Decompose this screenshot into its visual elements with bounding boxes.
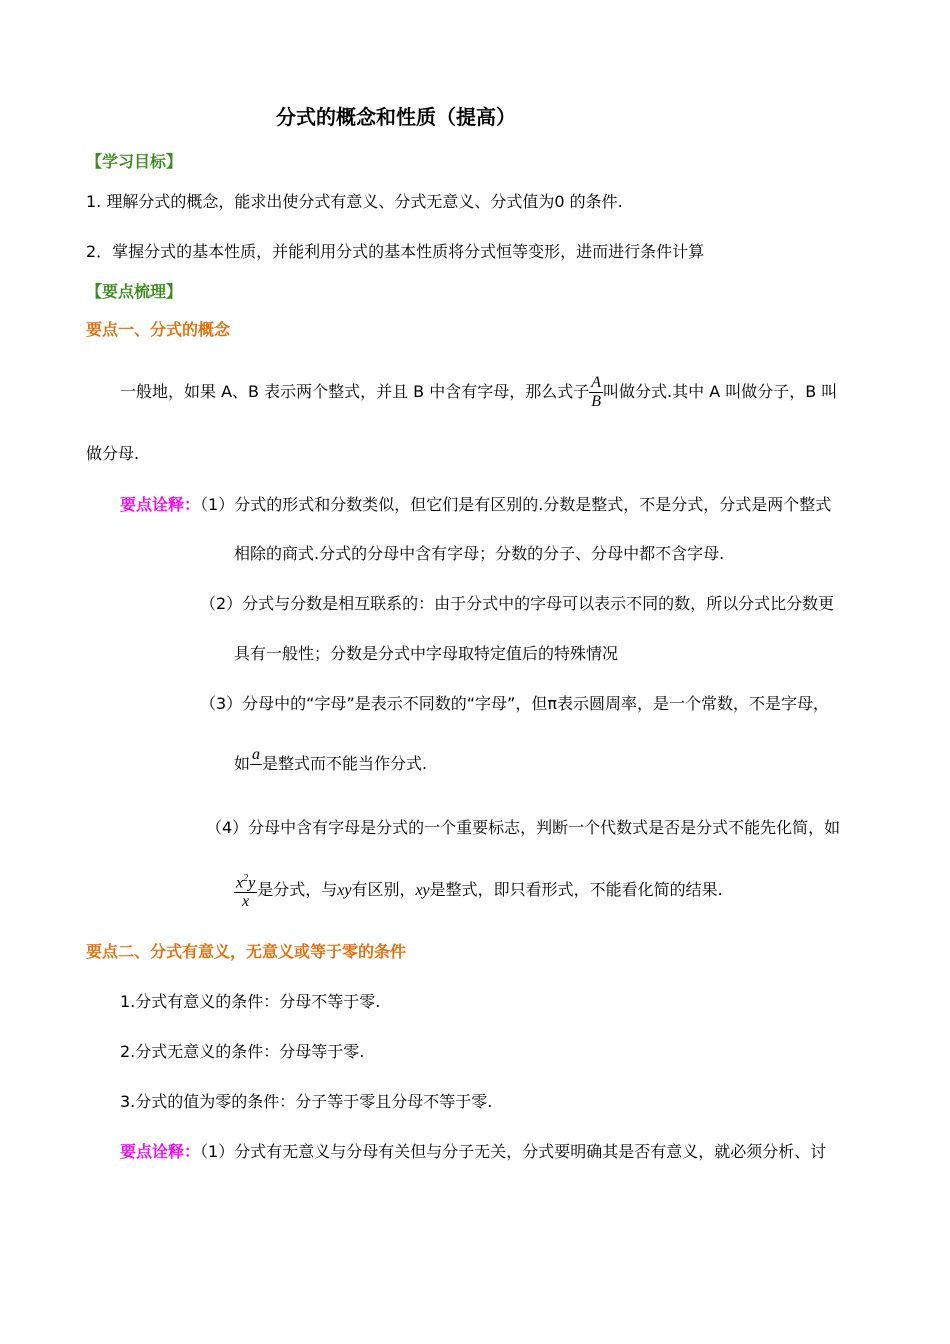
fraction-x2y-over-x [234, 870, 257, 911]
page-title: 分式的概念和性质（提高） [276, 105, 516, 129]
fraction-numerator: A [591, 374, 602, 391]
condition-item-1: 1.分式有意义的条件：分母不等于零. [120, 992, 381, 1011]
num-tail: y [248, 874, 256, 892]
fraction-a-over-b [589, 374, 603, 411]
fraction-a [250, 746, 262, 783]
goal-item-2: 2．掌握分式的基本性质，并能利用分式的基本性质将分式恒等变形，进而进行条件计算 [86, 242, 705, 261]
num-base: x [236, 874, 244, 892]
note1-text: （1）分式的形式和分数类似，但它们是有区别的.分数是整式，不是分式，分式是两个整式 [200, 495, 832, 514]
fraction-denominator [250, 765, 262, 783]
note3-post: 是整式而不能当作分式. [262, 754, 428, 773]
fraction-denominator: B [591, 393, 602, 410]
condition-item-2: 2.分式无意义的条件：分母等于零. [120, 1042, 365, 1061]
point1-text-a: 一般地，如果 A、B 表示两个整式，并且 B 中含有字母，那么式子 [120, 382, 590, 401]
note-label-2: 要点诠释： [120, 1142, 201, 1161]
goal-item-1: 1. 理解分式的概念，能求出使分式有意义、分式无意义、分式值为0 的条件. [86, 192, 623, 211]
note4-text-c: 是整式，即只看形式，不能看化简的结果. [429, 880, 723, 899]
note4-text-b: 有区别， [351, 880, 416, 899]
note4-xy-2: xy [415, 882, 430, 899]
point2-heading: 要点二、分式有意义，无意义或等于零的条件 [86, 942, 407, 961]
note5-text: （1）分式有无意义与分母有关但与分子无关，分式要明确其是否有意义，就必须分析、讨 [200, 1142, 827, 1161]
note4-text-a: 是分式，与 [257, 880, 338, 899]
fraction-numerator [234, 870, 257, 893]
note4-line1: （4）分母中含有字母是分式的一个重要标志，判断一个代数式是否是分式不能先化简，如 [206, 818, 841, 837]
goals-heading: 【学习目标】 [86, 152, 183, 171]
note1-line2: 相除的商式.分式的分母中含有字母；分数的分子、分母中都不含字母. [234, 544, 725, 563]
note5-line1 [120, 1142, 826, 1162]
point1-definition-line1 [120, 370, 837, 414]
note-label: 要点诠释： [120, 495, 201, 514]
note2-line1: （2）分式与分数是相互联系的：由于分式中的字母可以表示不同的数，所以分式比分数更 [200, 594, 835, 613]
points-heading: 【要点梳理】 [86, 282, 183, 301]
note3-pre: 如 [234, 754, 251, 773]
note4-line2 [234, 868, 723, 913]
note3-line2 [234, 742, 427, 786]
fraction-denominator: x [242, 893, 250, 911]
point1-definition-line2: 做分母. [86, 444, 140, 463]
note1-line1 [120, 495, 831, 515]
note2-line2: 具有一般性；分数是分式中字母取特定值后的特殊情况 [234, 644, 619, 663]
fraction-numerator: a [252, 746, 261, 763]
note4-xy-1: xy [337, 882, 352, 899]
condition-item-3: 3.分式的值为零的条件：分子等于零且分母不等于零. [120, 1092, 493, 1111]
note3-line1: （3）分母中的“字母”是表示不同数的“字母”，但π表示圆周率，是一个常数，不是字母， [200, 694, 829, 713]
point1-heading: 要点一、分式的概念 [86, 320, 231, 339]
point1-text-b: 叫做分式.其中 A 叫做分子，B 叫 [603, 382, 838, 401]
num-exponent: 2 [243, 872, 249, 884]
